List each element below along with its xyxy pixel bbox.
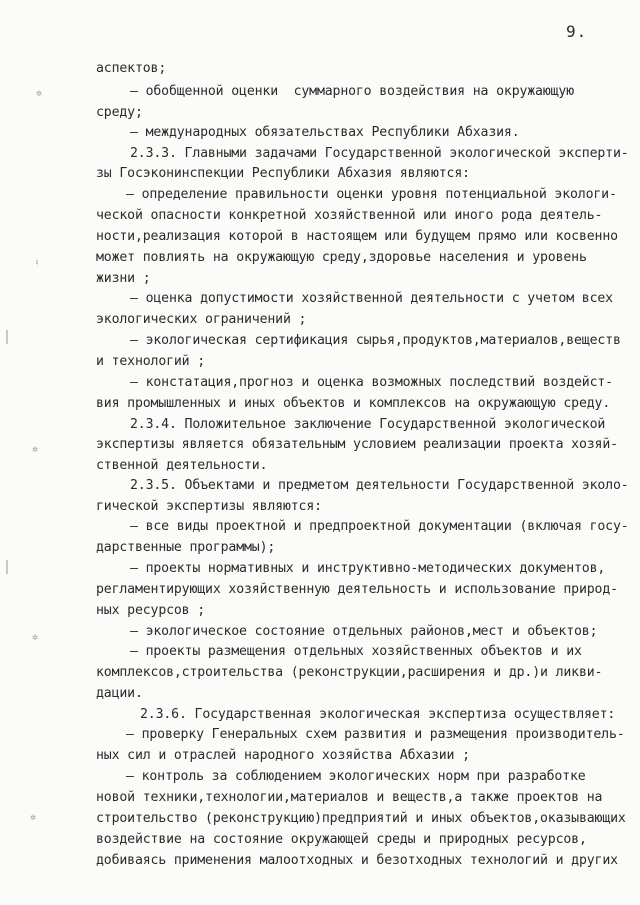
text-line: аспектов; [96, 61, 167, 76]
text-line: 2.3.3. Главными задачами Государственной экологической эксперти- [130, 146, 629, 161]
text-line: – экологическая сертификация сырья,продуктов,материалов,веществ [130, 333, 621, 348]
text-line: – экологическое состояние отдельных районов,мест и объектов; [130, 624, 598, 639]
margin-speck: ✲ [32, 444, 39, 455]
text-line: – проекты нормативных и инструктивно-методических документов, [130, 561, 606, 576]
text-line: добиваясь применения малоотходных и безотходных технологий и других [96, 853, 618, 868]
margin-speck: ✲ [36, 88, 43, 99]
text-line: ственной деятельности. [96, 458, 268, 473]
edge-mark [6, 560, 8, 574]
text-line: и технологий ; [96, 354, 206, 369]
text-line: жизни ; [96, 271, 151, 286]
margin-speck: ✲ [30, 812, 37, 823]
text-line: – все виды проектной и предпроектной документации (включая госу- [130, 519, 629, 534]
text-line: – констатация,прогноз и оценка возможных последствий воздейст- [130, 375, 613, 390]
text-line: – проверку Генеральных схем развития и размещения производитель- [126, 727, 625, 742]
text-line: 2.3.5. Объектами и предметом деятельности Государственной эколо- [130, 478, 629, 493]
text-line: регламентирующих хозяйственную деятельность и использование природ- [96, 582, 618, 597]
text-line: экспертизы является обязательным условием реализации проекта хозяй- [96, 437, 618, 452]
text-line: воздействие на состояние окружающей среды и природных ресурсов, [96, 832, 587, 847]
text-line: ности,реализация которой в настоящем или будущем прямо или косвенно [96, 229, 618, 244]
text-line: ческой опасности конкретной хозяйственной или иного рода деятель- [96, 208, 603, 223]
text-line: ных ресурсов ; [96, 603, 206, 618]
text-line: дарственные программы); [96, 540, 276, 555]
text-line: – контроль за соблюдением экологических норм при разработке [126, 769, 586, 784]
text-line: – международных обязательствах Республики Абхазия. [130, 125, 520, 140]
text-line: вия промышленных и иных объектов и комплексов на окружающую среду. [96, 396, 611, 411]
text-line: – обобщенной оценки суммарного воздействия на окружающую [130, 84, 575, 99]
edge-mark [6, 330, 8, 344]
text-line: может повлиять на окружающую среду,здоровье населения и уровень [96, 250, 587, 265]
text-line: – оценка допустимости хозяйственной деятельности с учетом всех [130, 291, 613, 306]
text-line: строительство (реконструкцию)предприятий и иных объектов,оказывающих [96, 811, 626, 826]
text-line: комплексов,строительства (реконструкции,расширения и др.)и ликви- [96, 665, 603, 680]
text-line: ных сил и отраслей народного хозяйства Абхазии ; [96, 748, 470, 763]
text-line: экологических ограничений ; [96, 312, 307, 327]
text-line: 2.3.4. Положительное заключение Государственной экологической [130, 417, 606, 432]
text-line: – определение правильности оценки уровня потенциальной экологи- [126, 187, 617, 202]
text-line: – проекты размещения отдельных хозяйственных объектов и их [130, 644, 582, 659]
margin-speck: ♮ [34, 258, 41, 269]
page-number: 9. [566, 22, 588, 41]
text-line: зы Госэконинспекции Республики Абхазия являются: [96, 166, 470, 181]
margin-speck: ✲ [32, 632, 39, 643]
text-line: новой техники,технологии,материалов и веществ,а также проектов на [96, 790, 603, 805]
text-line: среду; [96, 105, 143, 120]
text-line: дации. [96, 686, 143, 701]
text-line: гической экспертизы являются: [96, 499, 322, 514]
text-line: 2.3.6. Государственная экологическая экспертиза осуществляет: [140, 707, 616, 722]
